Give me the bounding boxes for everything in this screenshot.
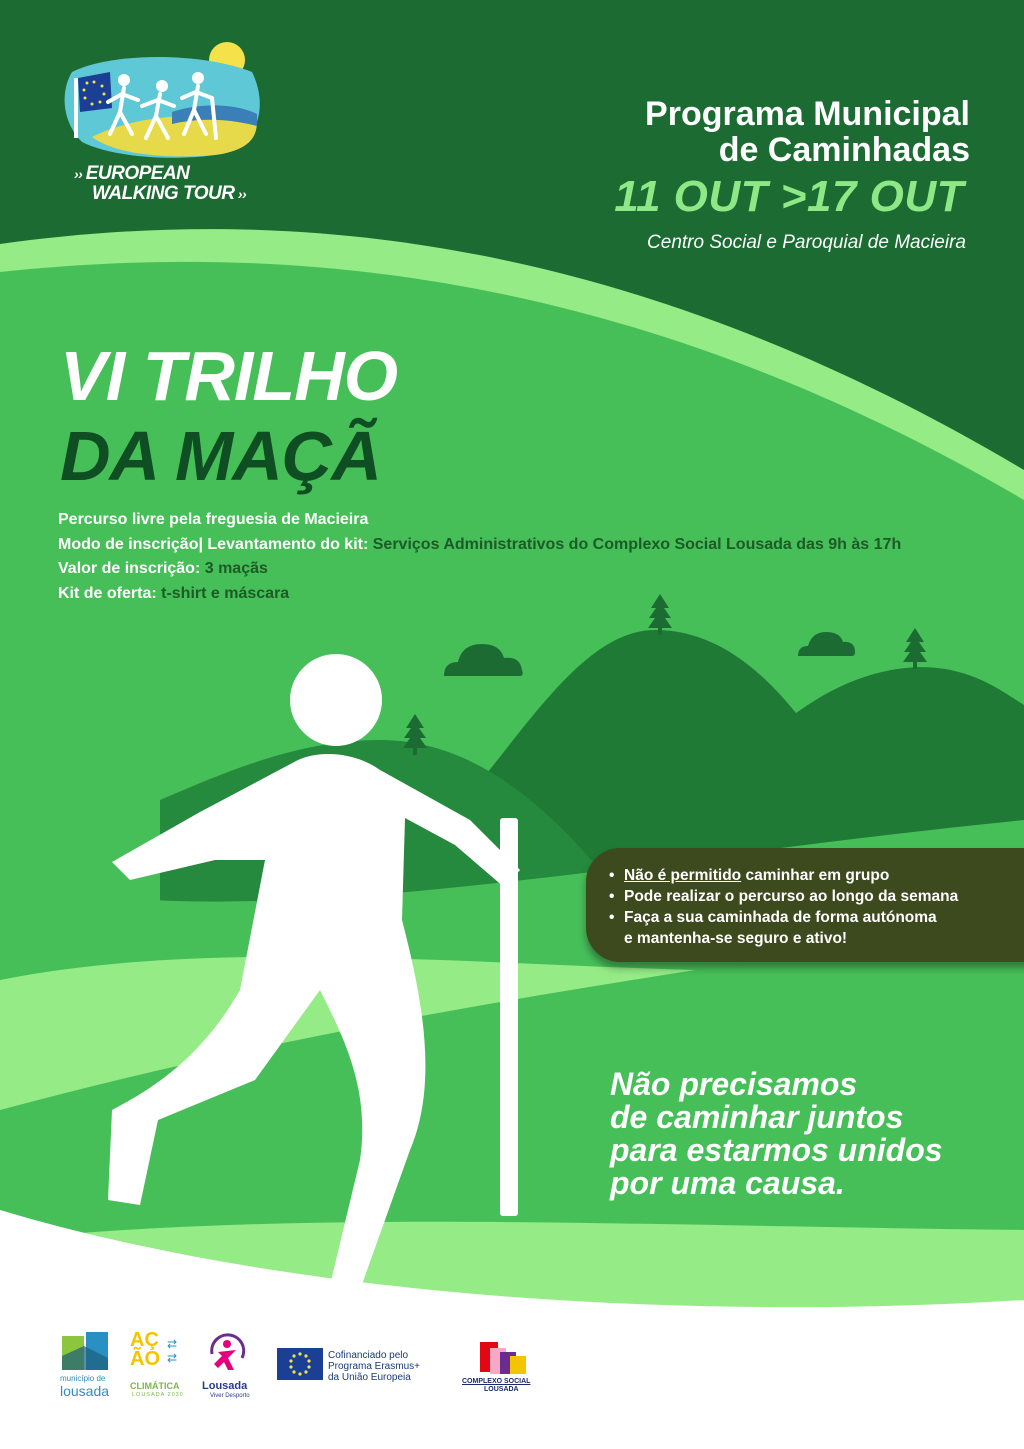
erasmus-text [328,1350,420,1383]
acao-line3: CLIMÁTICA [130,1381,180,1391]
complexo-social-logo-icon [476,1340,534,1378]
logo-line1: EUROPEAN [85,163,190,184]
notice-item-continued: e mantenha-se seguro e ativo! [624,930,848,947]
slogan-line4: por uma causa. [610,1165,845,1201]
lousada-small-label: município de [60,1374,106,1383]
program-title [450,96,970,168]
event-info [58,508,998,606]
program-title-line2: de Caminhadas [718,131,970,169]
lousada-municipality-logo [62,1332,108,1372]
program-dates: 11 OUT >17 OUT [614,172,964,221]
info-line: Valor de inscrição: 3 maçãs [58,560,268,577]
acao-line1: AÇ [130,1329,159,1351]
notice-item: • Pode realizar o percurso ao longo da semana [609,888,959,905]
notice-item: • Não é permitido caminhar em grupo [609,867,890,884]
info-line: Kit de oferta: t-shirt e máscara [58,584,290,602]
eu-flag-icon [277,1348,323,1380]
desporto-logo-icon [206,1332,248,1376]
desporto-sub: Viver Desporto [210,1393,250,1399]
program-venue: Centro Social e Paroquial de Macieira [647,232,966,253]
lousada-name-label: lousada [60,1383,110,1399]
logo-line2: WALKING TOUR [92,183,235,204]
erasmus-line1: Cofinanciado pelo [328,1350,409,1361]
hiking-pole [500,818,518,1216]
program-title-line1: Programa Municipal [645,95,970,133]
slogan-line2: de caminhar juntos [610,1099,904,1135]
event-title-line2: DA MAÇÃ [60,417,381,495]
erasmus-line2: Programa Erasmus+ [328,1361,420,1372]
arrows-icon: ⇄ ⇄ [167,1337,178,1365]
complexo-line1: COMPLEXO SOCIAL [462,1378,531,1385]
acao-line2: ÃO [130,1348,160,1370]
info-line: Percurso livre pela freguesia de Macieira [58,511,369,528]
slogan [610,1068,1010,1200]
notice-box [586,848,1024,962]
european-walking-tour-logo [52,42,262,162]
erasmus-line3: da União Europeia [328,1372,411,1383]
acao-line4: LOUSADA 2030 [132,1392,184,1398]
desporto-name: Lousada [202,1380,248,1392]
info-line: Modo de inscrição| Levantamento do kit: Serviços Administrativos do Complexo Social Lousada das 9h às 17h [58,535,902,553]
notice-item: • Faça a sua caminhada de forma autónoma [609,909,937,926]
slogan-line1: Não precisamos [610,1066,858,1102]
acao-climatica-logo [130,1331,190,1369]
event-title-line1: VI TRILHO [60,337,398,415]
slogan-line3: para estarmos unidos [610,1132,943,1168]
complexo-line2: LOUSADA [484,1386,519,1393]
logo-text: ›› EUROPEAN WALKING TOUR ›› [74,163,247,204]
